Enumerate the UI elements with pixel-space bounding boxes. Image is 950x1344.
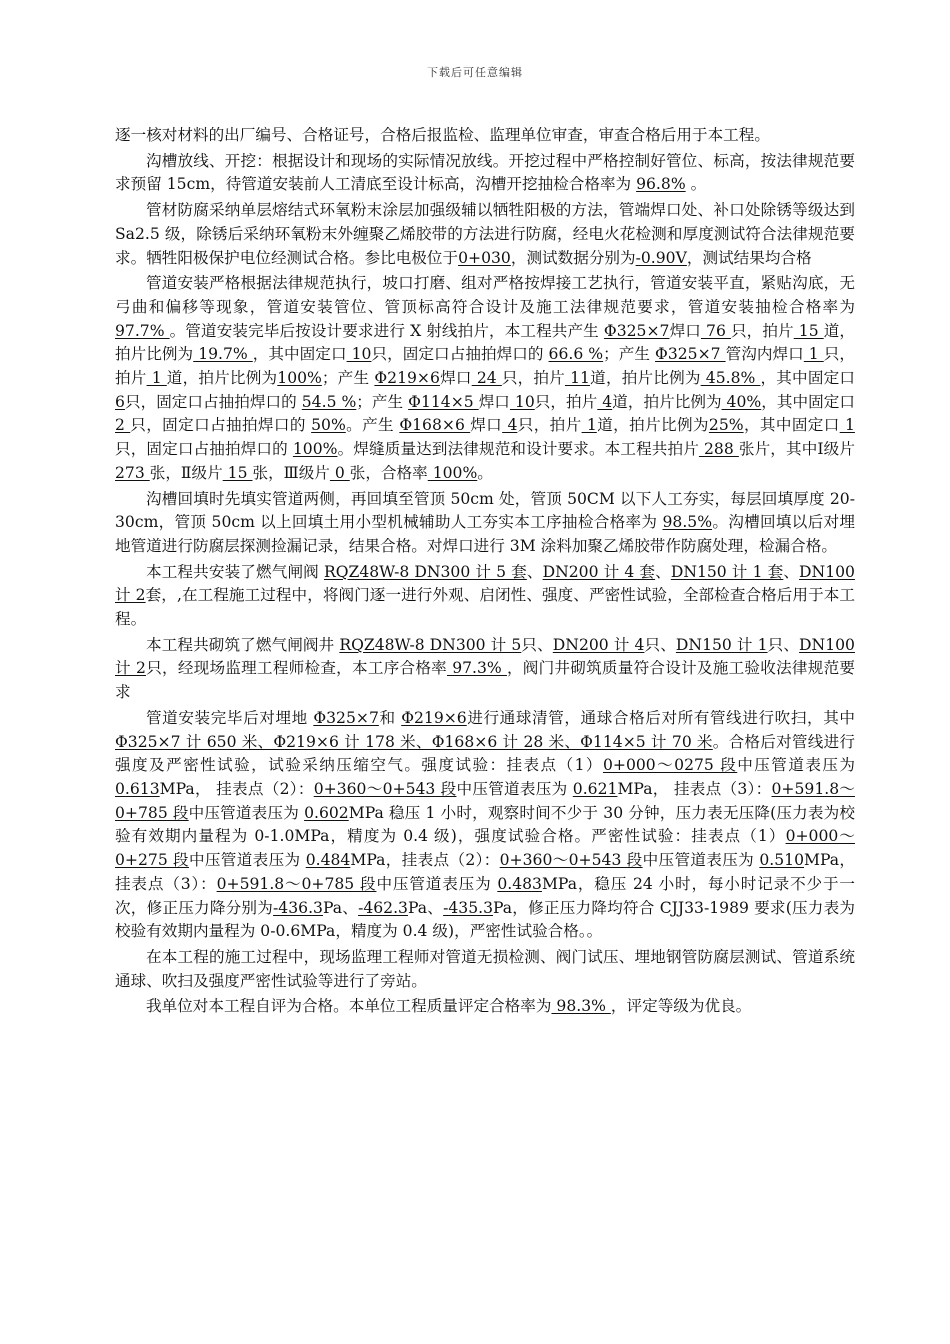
underlined-value: 98.5% xyxy=(662,513,713,532)
underlined-value: 100% xyxy=(292,440,338,459)
text-run: 只，拍片 xyxy=(115,345,855,388)
paragraph xyxy=(115,150,855,197)
text-run: ，其中固定口 xyxy=(743,416,840,435)
page-header-note: 下载后可任意编辑 xyxy=(427,66,523,79)
text-run: 进行通球清管，通球合格后对所有管线进行吹扫，其中 xyxy=(466,708,855,727)
underlined-value: 10 xyxy=(509,392,535,411)
text-run: ，阀门井砌筑质量符合设计及施工验收法律规范要求 xyxy=(115,659,855,702)
text-run: 和 xyxy=(378,708,402,727)
underlined-value: DN150 计 1 套 xyxy=(670,562,784,581)
text-run: 。 xyxy=(477,463,493,482)
text-run: Pa，修正压力降均符合 CJJ33-1989 要求(压力表为校验有效期内量程为 0-0.6MPa，精度为 0.4 级)，严密性试验合格。。 xyxy=(115,898,855,941)
underlined-value: 1 xyxy=(839,416,855,435)
text-run: 焊口 xyxy=(669,321,701,340)
paragraph xyxy=(115,199,855,270)
paragraph xyxy=(115,488,855,559)
underlined-value: 0.621 xyxy=(572,779,618,798)
paragraph xyxy=(115,634,855,705)
underlined-value: 0.613 xyxy=(115,779,160,798)
paragraph xyxy=(115,707,855,944)
text-run: Pa、 xyxy=(407,898,444,917)
underlined-value: 11 xyxy=(564,369,590,388)
underlined-value: 0.483 xyxy=(497,874,542,893)
underlined-value: 19.7% xyxy=(193,345,253,364)
text-run: ；产生 xyxy=(356,392,409,411)
text-run: 焊口 xyxy=(439,369,472,388)
underlined-value: Φ219×6 xyxy=(401,708,467,727)
underlined-value: 0+030 xyxy=(458,248,511,267)
text-run: MPa， 挂表点（2）： xyxy=(159,779,314,798)
text-run: 只，经现场监理工程师检查，本工序合格率 xyxy=(145,659,447,678)
text-run: 道，拍片比例为 xyxy=(596,416,709,435)
paragraph xyxy=(115,124,855,148)
underlined-value: 4 xyxy=(597,392,613,411)
underlined-value: RQZ48W-8 DN300 计 5 套 xyxy=(323,562,527,581)
text-run: 中压管道表压为 xyxy=(376,874,498,893)
underlined-value: 0.602 xyxy=(304,803,349,822)
text-run: 本工程共安装了燃气闸阀 xyxy=(146,562,324,581)
underlined-value: DN100 计 2 xyxy=(115,562,855,605)
underlined-value: 10 xyxy=(346,345,372,364)
underlined-value: -0.90V xyxy=(635,248,687,267)
text-run: 沟槽回填时先填实管道两侧，再回填至管顶 50cm 处，管顶 50CM 以下人工夯实，每层回填厚度 20-30cm，管顶 50cm 以上回填土用小型机械辅助人工夯实本工序抽检合格率为 xyxy=(115,489,855,532)
text-run: 、 xyxy=(526,562,543,581)
text-run: 管道安装严格根据法律规范执行，坡口打磨、组对严格按焊接工艺执行，管道安装平直，紧贴沟底，无弓曲和偏移等现象，管道安装管位、管顶标高符合设计及施工法律规范要求，管道安装抽检合格率为 xyxy=(115,274,855,316)
text-run: 中压管道表压为 xyxy=(737,756,855,775)
text-run: 张，Ⅱ级片 xyxy=(149,463,223,482)
underlined-value: 40% xyxy=(721,392,762,411)
underlined-value: 2 xyxy=(115,416,131,435)
text-run: 道，拍片比例为 xyxy=(589,369,701,388)
text-run: 本工程共砌筑了燃气闸阀井 xyxy=(146,635,340,654)
text-run: 只，固定口占抽拍焊口的 xyxy=(130,416,312,435)
text-run: ；产生 xyxy=(321,369,375,388)
underlined-value: 96.8% xyxy=(636,175,686,194)
text-run: 、 xyxy=(655,562,671,581)
underlined-value: DN200 计 4 套 xyxy=(542,562,656,581)
text-run: MPa，挂表点（3）： xyxy=(115,851,855,893)
text-run: 中压管道表压为 xyxy=(456,779,573,798)
text-run: 焊口 xyxy=(470,416,503,435)
text-run: 张，合格率 xyxy=(349,463,428,482)
underlined-value: 0 xyxy=(329,463,350,482)
text-run: 沟槽放线、开挖：根据设计和现场的实际情况放线。开挖过程中严格控制好管位、标高，按法律规范要求预留 15cm，待管道安装前人工清底至设计标高，沟槽开挖抽检合格率为 xyxy=(115,151,855,194)
underlined-value: 6 xyxy=(115,392,125,411)
text-run: 只，拍片 xyxy=(730,321,794,340)
text-run: 只、 xyxy=(644,635,676,654)
text-run: 。沟槽回填以后对埋地管道进行防腐层探测捡漏记录，结果合格。对焊口进行 3M 涂料加聚乙烯胶带作防腐处理，检漏合格。 xyxy=(115,513,855,555)
underlined-value: 0+000～0275 段 xyxy=(602,756,738,775)
underlined-value: 66.6 % xyxy=(548,345,604,364)
text-run: 。焊缝质量达到法律规范和设计要求。本工程共拍片 xyxy=(337,440,699,459)
underlined-value: 25% xyxy=(708,416,744,435)
text-run: 只、 xyxy=(521,635,553,654)
text-run: 焊口 xyxy=(478,392,510,411)
text-run: ，测试数据分别为 xyxy=(510,248,636,267)
underlined-value: 45.8% xyxy=(700,369,761,388)
underlined-value: 54.5 % xyxy=(301,392,357,411)
text-run: Pa、 xyxy=(322,898,359,917)
text-run: MPa，挂表点（2）： xyxy=(350,851,500,870)
text-run: 我单位对本工程自评为合格。本单位工程质量评定合格率为 xyxy=(146,997,552,1016)
text-run: 管材防腐采纳单层熔结式环氧粉末涂层加强级辅以牺牲阳极的方法，管端焊口处、补口处除锈等级达到 Sa2.5 级，除锈后采纳环氧粉末外缠聚乙烯胶带的方法进行防腐，经电火花检测和厚度测试符合法律规范要求。牺牲阳极保护电位经测试合格。参比电极位于 xyxy=(115,201,855,267)
text-run: MPa，稳压 24 小时，每小时记录不少于一次，修正压力降分别为 xyxy=(115,874,855,917)
underlined-value: 97.3% xyxy=(447,659,507,678)
text-run: ，其中固定口 xyxy=(760,369,855,388)
underlined-value: 0.484 xyxy=(305,851,351,870)
underlined-value: 0+591.8～0+785 段 xyxy=(115,779,855,822)
underlined-value: 15 xyxy=(793,321,824,340)
underlined-value: -435.3 xyxy=(443,898,494,917)
text-run: 张，Ⅲ级片 xyxy=(252,463,330,482)
text-run: 道，拍片比例为 xyxy=(166,369,278,388)
text-run: 道，拍片比例为 xyxy=(612,392,722,411)
underlined-value: Φ325×7 计 650 米、Φ219×6 计 178 米、Φ168×6 计 28 米、Φ114×5 计 70 米 xyxy=(115,732,713,751)
underlined-value: 76 xyxy=(700,321,731,340)
underlined-value: Φ219×6 xyxy=(374,369,440,388)
text-run: 只，固定口占抽拍焊口的 xyxy=(371,345,549,364)
underlined-value: 1 xyxy=(803,345,824,364)
underlined-value: 24 xyxy=(471,369,502,388)
underlined-value: 0.510 xyxy=(759,851,804,870)
text-run: 只，拍片 xyxy=(534,392,598,411)
text-run: ，其中固定口 xyxy=(761,392,855,411)
underlined-value: 15 xyxy=(222,463,253,482)
text-run: 。管道安装完毕后按设计要求进行 X 射线拍片，本工程共产生 xyxy=(169,321,604,340)
underlined-value: 4 xyxy=(502,416,518,435)
text-run: 套，,在工程施工过程中，将阀门逐一进行外观、启闭性、强度、严密性试验，全部检查合格后用于本工程。 xyxy=(115,586,855,629)
underlined-value: Φ325×7 xyxy=(655,345,726,364)
paragraph xyxy=(115,995,855,1019)
text-run: 只，拍片 xyxy=(501,369,565,388)
underlined-value: 50% xyxy=(311,416,346,435)
underlined-value: 100% xyxy=(427,463,478,482)
text-run: 只，固定口占抽拍焊口的 xyxy=(124,392,302,411)
underlined-value: 98.3% xyxy=(551,997,611,1016)
text-run: 管道安装完毕后对埋地 xyxy=(146,708,314,727)
text-run: ，测试结果均合格 xyxy=(686,248,812,267)
text-run: ，其中固定口 xyxy=(252,345,347,364)
text-run: 管沟内焊口 xyxy=(725,345,804,364)
text-run: ；产生 xyxy=(603,345,656,364)
text-run: 中压管道表压为 xyxy=(188,851,306,870)
underlined-value: RQZ48W-8 DN300 计 5 xyxy=(339,635,522,654)
text-run: MPa， 挂表点（3）： xyxy=(617,779,772,798)
underlined-value: 1 xyxy=(146,369,167,388)
text-run: 中压管道表压为 xyxy=(188,803,305,822)
text-run: 。合格后对管线进行强度及严密性试验，试验采纳压缩空气。强度试验：挂表点（1） xyxy=(115,732,855,775)
text-run: 张片，其中Ⅰ级片 xyxy=(738,440,855,459)
text-run: 在本工程的施工过程中，现场监理工程师对管道无损检测、阀门试压、埋地钢管防腐层测试、管道系统通球、吹扫及强度严密性试验等进行了旁站。 xyxy=(115,947,855,990)
underlined-value: 0+360～0+543 段 xyxy=(499,851,643,870)
underlined-value: 100% xyxy=(277,369,322,388)
text-run: 只、 xyxy=(767,635,800,654)
text-run: 、 xyxy=(783,562,800,581)
underlined-value: 0+000～0+275 段 xyxy=(115,827,855,870)
text-run: 只，固定口占抽拍焊口的 xyxy=(115,440,293,459)
text-run: 。 xyxy=(685,175,707,194)
text-run: 只，拍片 xyxy=(517,416,582,435)
document-body xyxy=(115,124,855,1021)
underlined-value: 288 xyxy=(698,440,739,459)
underlined-value: -436.3 xyxy=(273,898,323,917)
underlined-value: DN100 计 2 xyxy=(115,635,855,678)
underlined-value: DN200 计 4 xyxy=(552,635,645,654)
underlined-value: Φ114×5 xyxy=(408,392,479,411)
paragraph xyxy=(115,272,855,485)
text-run: MPa 稳压 1 小时，观察时间不少于 30 分钟，压力表无压降(压力表为校验有效期内量程为 0-1.0MPa，精度为 0.4 级)，强度试验合格。严密性试验：挂表点（1） xyxy=(115,803,855,846)
underlined-value: -462.3 xyxy=(358,898,408,917)
paragraph xyxy=(115,561,855,632)
paragraph xyxy=(115,946,855,993)
underlined-value: 273 xyxy=(115,463,150,482)
underlined-value: Φ325×7 xyxy=(313,708,379,727)
text-run: ，评定等级为优良。 xyxy=(610,997,752,1016)
underlined-value: Φ325×7 xyxy=(603,321,670,340)
underlined-value: 97.7% xyxy=(115,321,170,340)
text-run: 。产生 xyxy=(345,416,400,435)
text-run: 逐一核对材料的出厂编号、合格证号，合格后报监检、监理单位审查，审查合格后用于本工程。 xyxy=(115,126,770,144)
underlined-value: 0+360～0+543 段 xyxy=(313,779,457,798)
text-run: 道，拍片比例为 xyxy=(115,321,855,364)
text-run: 中压管道表压为 xyxy=(642,851,760,870)
underlined-value: 0+591.8～0+785 段 xyxy=(216,874,377,893)
underlined-value: DN150 计 1 xyxy=(675,635,768,654)
underlined-value: 1 xyxy=(581,416,597,435)
underlined-value: Φ168×6 xyxy=(399,416,471,435)
